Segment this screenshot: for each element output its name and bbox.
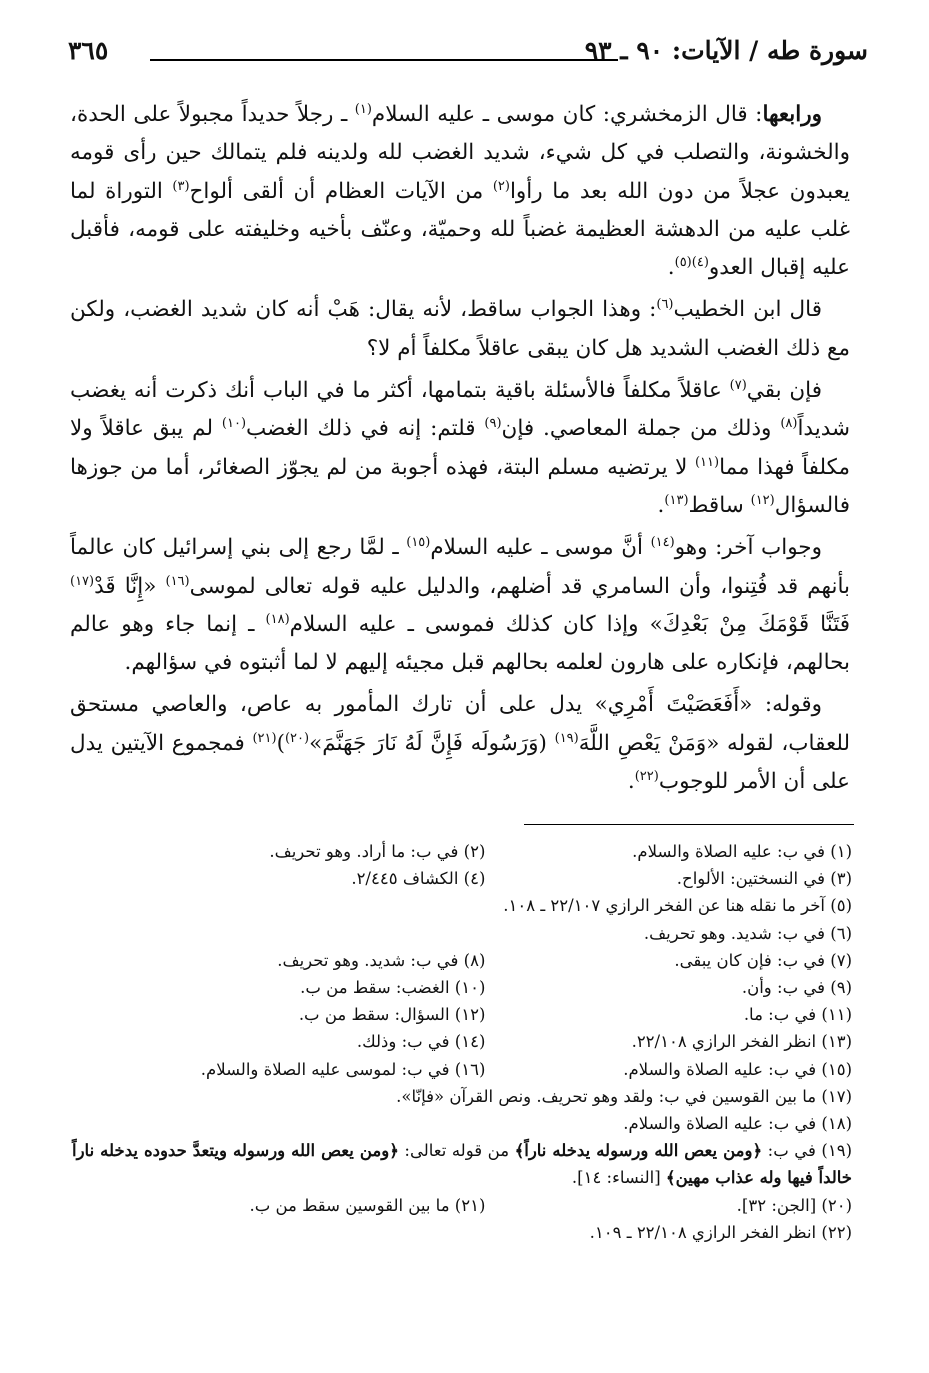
text-span: أنَّ موسى ـ عليه السلام xyxy=(430,535,651,561)
text-span: لا يرتضيه مسلم البتة، فهذه أجوبة من لم يجوّز الصغائر، أما من جوزها فالسؤال xyxy=(70,454,850,518)
footnote: (٤) الكشاف ٢/٤٤٥. xyxy=(351,869,486,889)
footnote: (١١) في ب: ما. xyxy=(743,1005,852,1025)
text-span: : وهذا الجواب ساقط، لأنه يقال: هَبْ أنه كان شديد الغضب، ولكن مع ذلك الغضب الشديد هل كان يبقى عاقلاً مكلفاً أم لا؟ xyxy=(70,297,850,361)
paragraph xyxy=(70,291,850,368)
text-span: (وَرَسُولَه فَإِنَّ لَهُ نَارَ جَهَنَّمَ» xyxy=(309,730,555,756)
text-span: . xyxy=(667,255,675,281)
footnote-row xyxy=(72,974,852,1001)
footnote: (١٢) السؤال: سقط من ب. xyxy=(298,1005,486,1025)
footnote xyxy=(72,1137,852,1191)
text-span: . xyxy=(657,492,665,518)
footnote-marker: (٣) xyxy=(172,178,190,194)
footnote: (١٤) في ب: وذلك. xyxy=(356,1032,486,1052)
footnote: (٩) في ب: وأن. xyxy=(741,978,852,998)
footnote: (٣) في النسختين: الألواح. xyxy=(676,869,852,889)
header-rule xyxy=(150,59,618,61)
footnote: (٢٢) انظر الفخر الرازي ٢٢/١٠٨ ـ ١٠٩. xyxy=(589,1222,852,1242)
footnote: (٥) آخر ما نقله هنا عن الفخر الرازي ٢٢/١٠٧ ـ ١٠٨. xyxy=(503,896,852,916)
footnote-row xyxy=(72,947,852,974)
footnote-marker: (١٦) xyxy=(165,573,190,589)
footnote-separator xyxy=(524,824,854,825)
footnote-marker: (١٩) xyxy=(554,730,579,746)
text-span: وقوله: «أَفَعَصَيْتَ أَمْرِي» يدل على أن تارك المأمور به عاص، والعاصي مستحق للعقاب، لقوله «وَمَنْ يَعْصِ اللَّهَ xyxy=(70,692,850,756)
footnote: (٢) في ب: ما أراد. وهو تحريف. xyxy=(269,842,486,861)
text-span: ) xyxy=(276,730,285,756)
footnote-marker: (١٠) xyxy=(221,416,247,432)
footnote: (١٨) في ب: عليه الصلاة والسلام. xyxy=(623,1114,852,1134)
footnote-marker: (٨) xyxy=(780,416,798,432)
footnote-marker: (١٨) xyxy=(265,611,290,627)
text-span: وذلك من جملة المعاصي. فإن xyxy=(501,416,781,442)
text-span: فَتَنَّا قَوْمَكَ مِنْ بَعْدِكَ» وإذا كان كذلك فموسى ـ عليه السلام xyxy=(289,611,850,637)
text-span: عاقلاً مكلفاً فالأسئلة باقية بتمامها، أكثر ما في الباب أنك ذكرت أنه يغضب شديداً xyxy=(70,378,850,442)
footnote-marker: (٧) xyxy=(729,377,747,393)
footnote-marker: (٩) xyxy=(484,416,502,432)
text-span: ـ رجلاً حديداً مجبولاً على الحدة، والخشونة، والتصلب في كل شيء، شديد الغضب لله ولدينه فلم يتمالك حين رأى قومه يعبدون عجلاً من دون الله بعد ما رأوا xyxy=(70,102,850,204)
footnote-row xyxy=(72,1192,852,1219)
footnote: (٧) في ب: فإن كان يبقى. xyxy=(674,950,852,970)
footnote-marker: (٢) xyxy=(492,178,510,194)
page-number: ٣٦٥ xyxy=(68,36,109,65)
surah-title: سورة طه / الآيات: ٩٠ ـ ٩٣ xyxy=(584,36,868,65)
text-span: [النساء: ١٤]. xyxy=(571,1168,666,1188)
text-span: ساقط xyxy=(688,492,751,518)
text-span: التوراة لما غلب عليه من الدهشة العظيمة غضباً لله وحميّة، وعنّف بأخيه وخليفته على قومه، فأقبل عليه إقبال العدو xyxy=(70,178,850,281)
footnote-marker: (١) xyxy=(354,101,372,117)
paragraph xyxy=(70,529,850,682)
footnote-marker: (١٢) xyxy=(750,492,775,508)
paragraph xyxy=(70,686,850,801)
text-span: قلتم: إنه في ذلك الغضب xyxy=(246,416,485,442)
text-span: : قال الزمخشري: كان موسى ـ عليه السلام xyxy=(371,102,763,127)
footnote: (١٥) في ب: عليه الصلاة والسلام. xyxy=(623,1059,852,1079)
footnote-marker: (١٤) xyxy=(650,535,675,551)
text-span: فمجموع الآيتين يدل على أن الأمر للوجوب xyxy=(70,730,850,795)
footnote-marker: (١١) xyxy=(694,454,720,470)
footnote: (٢١) ما بين القوسين سقط من ب. xyxy=(249,1195,486,1215)
footnote: (١) في ب: عليه الصلاة والسلام. xyxy=(632,842,852,861)
paragraph xyxy=(70,96,850,287)
footnote: (١٣) انظر الفخر الرازي ٢٢/١٠٨. xyxy=(631,1032,852,1052)
footnote: (٢٠) [الجن: ٣٢]. xyxy=(736,1195,852,1215)
footnote-marker: (٢١) xyxy=(252,730,277,746)
footnote: (١٧) ما بين القوسين في ب: ولقد وهو تحريف. ونص القرآن «فإنّا». xyxy=(396,1086,852,1106)
text-span: «إِنَّا قَدْ xyxy=(94,573,166,599)
footnote-row xyxy=(72,865,852,892)
footnote-marker: (١٣) xyxy=(664,492,689,508)
footnote-marker: (٦) xyxy=(656,297,674,313)
paragraph xyxy=(70,372,850,525)
footnote-marker: (٢٠) xyxy=(284,730,310,746)
footnote-marker: (١٧) xyxy=(70,573,95,589)
footnote-marker: (٢٢) xyxy=(634,768,659,784)
footnote-row xyxy=(72,838,852,865)
footnote-marker: (١٥) xyxy=(406,535,431,551)
text-span: من الآيات العظام أن ألقى ألواح xyxy=(189,178,493,204)
footnote-row xyxy=(72,1028,852,1055)
footnotes xyxy=(72,838,852,1246)
footnote: (١٦) في ب: لموسى عليه الصلاة والسلام. xyxy=(200,1059,486,1079)
footnote-row xyxy=(72,1056,852,1083)
text-span: ـ لمَّا رجع إلى بني إسرائيل كان عالماً بأنهم قد فُتِنوا، وأن السامري قد أضلهم، والدليل عليه قوله تعالى لموسى xyxy=(70,535,850,599)
footnote-row xyxy=(72,1001,852,1028)
text-span: ﴿ومن يعص الله ورسوله ويتعدَّ حدوده يدخله ناراً خالداً فيها وله عذاب مهين﴾ xyxy=(72,1141,852,1188)
text-span: . xyxy=(627,769,635,795)
footnote: (٨) في ب: شديد. وهو تحريف. xyxy=(277,950,486,970)
page-header xyxy=(68,34,868,74)
text-span: (١٩) في ب: xyxy=(762,1141,853,1161)
text-span: قال ابن الخطيب xyxy=(673,297,822,323)
footnote-marker: (٤)(٥) xyxy=(674,255,709,271)
main-text xyxy=(70,96,850,805)
text-span: ﴿ومن يعص الله ورسوله يدخله ناراً﴾ xyxy=(514,1141,763,1161)
text-span: من قوله تعالى: xyxy=(398,1141,515,1161)
text-span: فإن بقي xyxy=(746,378,822,404)
footnote: (٦) في ب: شديد. وهو تحريف. xyxy=(643,923,852,943)
text-span: وجواب آخر: وهو xyxy=(674,535,822,561)
text-span: لم يبق عاقلاً ولا مكلفاً فهذا مما xyxy=(70,416,851,480)
text-span: ورابعها xyxy=(762,102,822,127)
text-span: ـ إنما جاء وهو عالم بحالهم، فإنكاره على هارون لعلمه بحالهم قبل مجيئه إليهم لا لما أثبتوه في سؤالهم. xyxy=(70,611,850,676)
footnote: (١٠) الغضب: سقط من ب. xyxy=(300,978,486,998)
